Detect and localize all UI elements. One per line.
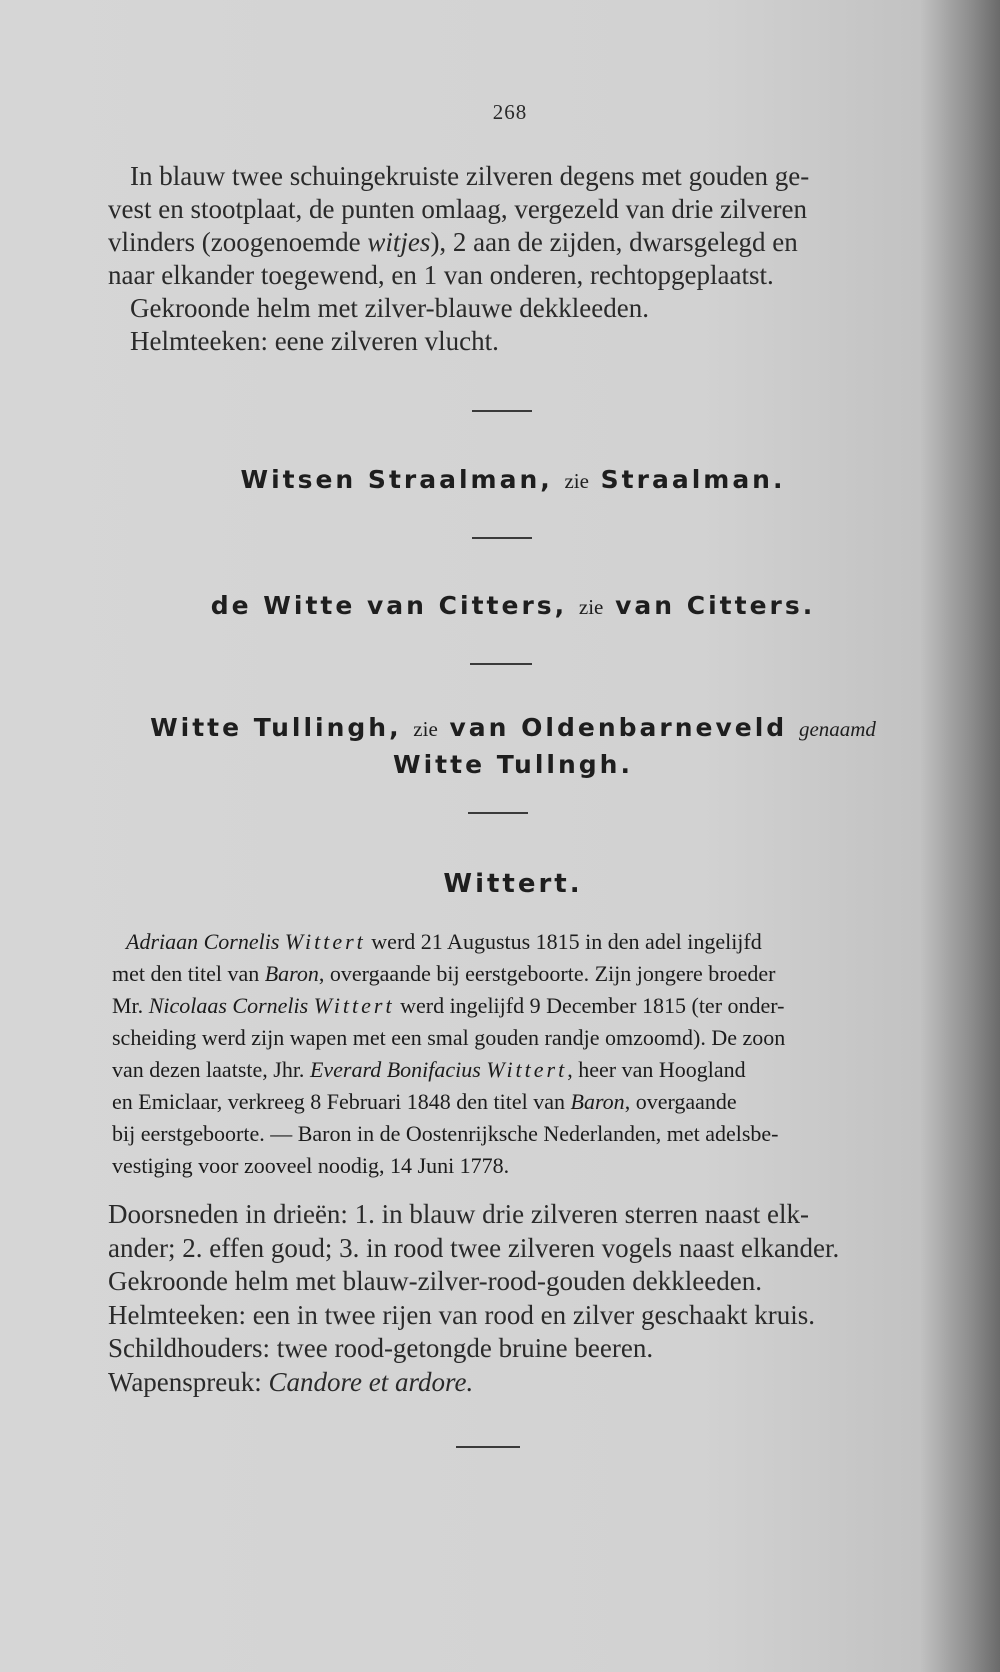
text-line: Gekroonde helm met zilver-blauwe dekkleeden. (130, 293, 649, 323)
section-divider (472, 537, 532, 539)
section-divider (472, 410, 532, 412)
section-divider (456, 1446, 520, 1448)
text-line: vlinders (zoogenoemde witjes), 2 aan de zijden, dwarsgelegd en (108, 227, 798, 257)
text-line: en Emiclaar, verkreeg 8 Februari 1848 den titel van Baron, overgaande (112, 1089, 737, 1114)
text-line: vest en stootplaat, de punten omlaag, vergezeld van drie zilveren (108, 194, 807, 224)
section-divider (468, 812, 528, 814)
text-line: vestiging voor zooveel noodig, 14 Juni 1778. (112, 1153, 510, 1178)
text-line: Adriaan Cornelis Wittert werd 21 Augustus 1815 in den adel ingelijfd (126, 929, 762, 954)
section-divider (470, 663, 532, 665)
text-line: Gekroonde helm met blauw-zilver-rood-gouden dekkleeden. (108, 1266, 762, 1296)
text-line: van dezen laatste, Jhr. Everard Bonifacius Wittert, heer van Hoogland (112, 1057, 746, 1082)
text-line: Helmteeken: eene zilveren vlucht. (130, 326, 499, 356)
text-line: ander; 2. effen goud; 3. in rood twee zilveren vogels naast elkander. (108, 1232, 840, 1263)
page-number: 268 (492, 100, 528, 124)
entry-witsen-straalman: Witsen Straalman, zie Straalman. (240, 465, 786, 494)
entry-witte-tullingh: Witte Tullingh, zie van Oldenbarneveld genaamd Witte Tullngh. (150, 713, 876, 779)
wittert-history-paragraph (112, 926, 912, 1182)
blazon-paragraph-1 (108, 160, 918, 358)
text-line: In blauw twee schuingekruiste zilveren degens met gouden ge- (130, 161, 810, 191)
entry-wittert-heading: Wittert. (443, 869, 583, 899)
blazon-paragraph-2 (108, 1198, 918, 1399)
text-line: bij eerstgeboorte. — Baron in de Oostenrijksche Nederlanden, met adelsbe- (112, 1121, 779, 1146)
text-line: Wapenspreuk: Candore et ardore. (108, 1366, 474, 1397)
text-line: met den titel van Baron, overgaande bij eerstgeboorte. Zijn jongere broeder (112, 961, 776, 986)
text-line: Helmteeken: een in twee rijen van rood en zilver geschaakt kruis. (108, 1299, 815, 1330)
text-line: Schildhouders: twee rood-getongde bruine beeren. (108, 1333, 654, 1363)
text-line: Mr. Nicolaas Cornelis Wittert werd ingelijfd 9 December 1815 (ter onder- (112, 993, 785, 1018)
entry-de-witte-van-citters: de Witte van Citters, zie van Citters. (210, 591, 816, 620)
text-line: scheiding werd zijn wapen met een smal gouden randje omzoomd). De zoon (112, 1025, 786, 1050)
text-line: Doorsneden in drieën: 1. in blauw drie zilveren sterren naast elk- (108, 1199, 809, 1229)
text-line: naar elkander toegewend, en 1 van onderen, rechtopgeplaatst. (108, 260, 774, 290)
